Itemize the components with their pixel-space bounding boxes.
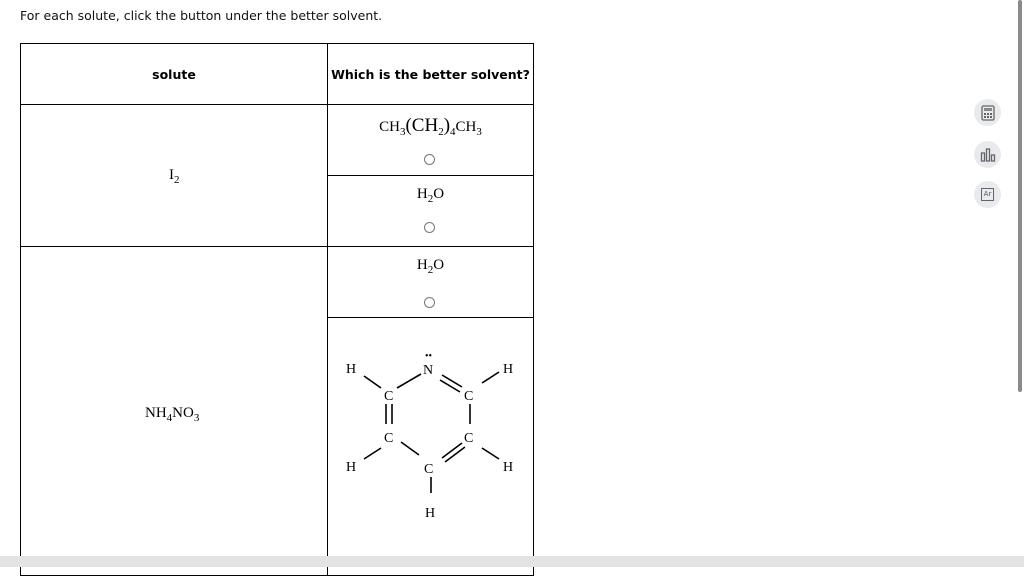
- formula-water-1: $H_2O$: [416, 186, 445, 205]
- periodic-table-icon[interactable]: [974, 181, 1001, 208]
- solvent-table: [20, 43, 534, 573]
- solute-cell-2: [20, 246, 328, 576]
- solvent-option-water-1: [327, 175, 534, 247]
- bar-chart-icon[interactable]: [974, 141, 1001, 168]
- periodic-table-label: Ar: [981, 188, 994, 201]
- header-solvent: [327, 43, 534, 105]
- vertical-scrollbar[interactable]: [1018, 0, 1022, 392]
- atom-c: C: [384, 389, 394, 404]
- atom-c: C: [424, 462, 434, 477]
- header-solvent-label: Which is the better solvent?: [331, 66, 530, 82]
- atom-h: H: [346, 460, 357, 475]
- horizontal-scrollbar[interactable]: [0, 556, 1024, 567]
- atom-c: C: [384, 431, 394, 446]
- pyridine-structure: [328, 318, 535, 577]
- lone-pair: ••: [425, 351, 433, 362]
- atom-c: C: [464, 389, 474, 404]
- atom-h: H: [503, 362, 514, 377]
- atom-n: N: [423, 363, 434, 378]
- solvent-option-hexane: [327, 104, 534, 176]
- instruction-text: For each solute, click the button under the better solvent.: [20, 8, 383, 23]
- formula-water-2: $H_2O$: [416, 257, 445, 276]
- solvent-option-water-2: [327, 246, 534, 318]
- solute-nh4no3: $NH_4NO_3$: [145, 405, 200, 424]
- formula-hexane: $CH_3(CH_2)_4CH_3$: [379, 115, 482, 138]
- radio-water-1[interactable]: [424, 222, 435, 233]
- atom-h: H: [346, 362, 357, 377]
- solute-i2: $I_2$: [169, 167, 180, 186]
- atom-c: C: [464, 431, 474, 446]
- solvent-option-pyridine: [327, 317, 534, 576]
- header-solute-label: solute: [152, 66, 196, 82]
- radio-water-2[interactable]: [424, 297, 435, 308]
- atom-h: H: [425, 506, 436, 521]
- solute-cell-1: [20, 104, 328, 247]
- atom-h: H: [503, 460, 514, 475]
- header-solute: [20, 43, 328, 105]
- radio-hexane[interactable]: [424, 154, 435, 165]
- calculator-icon[interactable]: [974, 99, 1001, 126]
